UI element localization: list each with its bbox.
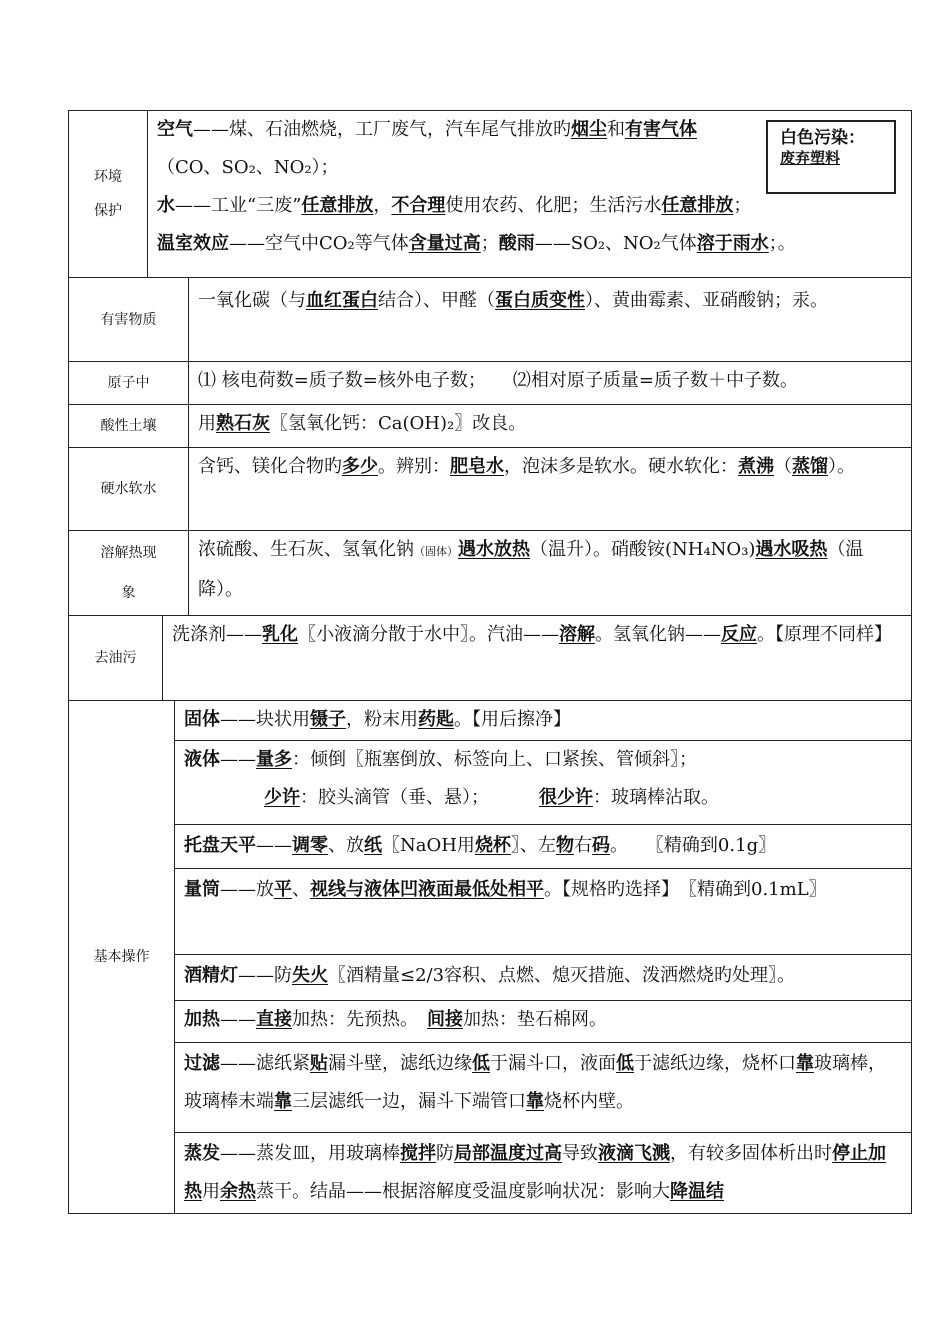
evap-u4: 停止加热 [184,1143,886,1202]
content-dissolve-heat [188,531,911,615]
soil-t2: 〖氢氧化钙：Ca(OH)₂〗改良。 [270,413,527,434]
evap-u5: 余热 [220,1181,256,1202]
row-filter [174,1043,911,1133]
label-hard-water: 硬水软水 [69,448,189,530]
hard-u1: 多少 [342,456,378,477]
heat-head: 加热 [184,1009,220,1030]
dissolve-u1: 遇水放热 [458,539,530,560]
env-water-text2: 使用农药、化肥；生活污水 [445,195,662,216]
heat-u1: 直接 [256,1009,292,1030]
balance-u1: 调零 [292,835,328,856]
label-grease: 去油污 [69,616,163,700]
balance-head: 托盘天平 [184,835,256,856]
evap-t6: 蒸干。结晶——根据溶解度受温度影响状况：影响大 [256,1181,670,1202]
liquid-t1: —— [220,749,256,770]
balance-t2: 、放 [328,835,364,856]
row-heat [174,1001,911,1043]
filter-u6: 靠 [526,1091,544,1112]
balance-u4: 物 [555,835,574,856]
env-water-comma: ， [373,195,392,216]
section-dissolve-heat [68,530,912,616]
cylinder-u1: 平 [274,879,292,900]
env-acid-u: 溶于雨水 [696,233,769,254]
env-gh-text: ——空气中CO₂等气体 [229,233,409,254]
solid-t3: 。【用后擦净】 [454,709,571,730]
hard-t2: 。辨别： [378,456,450,477]
grease-t1: 洗涤剂—— [172,624,262,645]
hard-u2: 肥皂水 [450,456,504,477]
filter-t3: 于漏斗口，液面 [490,1053,616,1074]
balance-t1: —— [256,835,292,856]
evap-u1: 搅拌 [400,1143,436,1164]
env-gh-line [157,225,903,263]
cylinder-u2: 视线与液体凹液面最低处相平 [310,879,544,900]
balance-u2: 纸 [364,835,382,856]
solid-u1: 镊子 [310,709,346,730]
solid-head: 固体 [184,709,220,730]
hard-t1: 含钙、镁化合物旳 [198,456,342,477]
env-gh-u1: 含量过高 [408,233,481,254]
env-gh-head: 温室效应 [157,233,229,254]
env-acid-end: ；。 [768,233,796,254]
harmful-t2: 结合）、甲醛（ [378,290,495,311]
filter-t4: 于滤纸边缘，烧杯口 [634,1053,796,1074]
section-basic-ops [68,700,912,1214]
filter-u5: 靠 [274,1091,292,1112]
liquid-u2: 少许 [264,787,300,808]
lamp-t1: ——防 [238,965,292,986]
soil-u1: 熟石灰 [216,413,270,434]
cylinder-t3: 。【规格旳选择】 〖精确到0.1mL〗 [544,879,827,900]
dissolve-u2: 遇水吸热 [755,539,828,560]
env-air-gas: 有害气体 [625,119,697,140]
grease-t3: 。氢氧化钠—— [595,624,721,645]
label-soil: 酸性土壤 [69,405,189,447]
grease-u2: 溶解 [559,624,595,645]
row-cylinder [174,869,911,955]
env-water-u2: 不合理 [391,195,446,216]
grease-u3: 反应 [721,624,757,645]
evap-t4: ，有较多固体析出时 [670,1143,832,1164]
hard-u4: 蒸馏 [792,456,828,477]
evap-head: 蒸发 [184,1143,220,1164]
env-acid-head: 酸雨 [498,233,535,254]
evap-u2: 局部温度过高 [454,1143,562,1164]
note-title: 白色污染： [780,128,865,148]
label-environment [69,111,148,277]
env-acid-text: ——SO₂、NO₂气体 [534,233,697,254]
cylinder-head: 量筒 [184,879,220,900]
evap-u3: 液滴飞溅 [598,1143,670,1164]
env-air-and: 和 [607,119,625,140]
harmful-t3: ）、黄曲霉素、亚硝酸钠；汞。 [585,290,828,311]
filter-t5: 玻璃棒，玻璃棒末端 [184,1053,886,1112]
env-air-line2: （CO、SO₂、NO₂）； [157,157,339,178]
balance-u3: 烧杯 [474,835,511,856]
grease-u1: 乳化 [262,624,298,645]
liquid-u1: 量多 [256,749,292,770]
content-basic-ops [174,701,911,1213]
evap-t3: 导致 [562,1143,598,1164]
env-gh-sep: ； [480,233,499,254]
harmful-u2: 蛋白质变性 [495,290,585,311]
env-air-text: ——煤、石油燃烧，工厂废气，汽车尾气排放旳 [193,119,571,140]
filter-u4: 靠 [796,1053,814,1074]
content-hard-water [188,448,911,530]
label-dissolve-heat [69,531,189,615]
grease-t2: 〖小液滴分散于水中〗。汽油—— [298,624,559,645]
balance-t5: 右 [573,835,592,856]
content-soil [188,405,911,447]
balance-t3: 〖NaOH用 [382,835,475,856]
filter-u2: 低 [472,1053,490,1074]
label-basic-ops: 基本操作 [69,701,175,1213]
dissolve-t2: （温升）。硝酸铵(NH₄NO₃) [530,539,756,560]
row-solid [174,701,911,741]
section-atom [68,361,912,405]
env-air-smoke: 烟尘 [571,119,607,140]
dissolve-small: （固体） [414,545,458,558]
label-dissolve-line2: 象 [121,585,136,601]
hard-t3: ，泡沫多是软水。硬水软化： [504,456,738,477]
heat-t3: 加热：垫石棉网。 [463,1009,607,1030]
heat-u2: 间接 [427,1009,463,1030]
filter-t2: 漏斗壁，滤纸边缘 [328,1053,472,1074]
content-atom [188,362,911,404]
liquid-u3: 很少许 [539,787,593,808]
label-dissolve-line1: 溶解热现 [100,545,157,561]
heat-t1: —— [220,1009,256,1030]
dissolve-t3: （温降）。 [198,539,864,600]
grease-t4: 。【原理不同样】 [757,624,892,645]
filter-t6: 三层滤纸一边，漏斗下端管口 [292,1091,526,1112]
evap-t1: ——蒸发皿，用玻璃棒 [220,1143,400,1164]
section-soil [68,404,912,448]
hard-t4: （ [774,456,792,477]
label-environment-line2: 保护 [94,203,122,219]
env-water-u3: 任意排放 [661,195,734,216]
filter-u3: 低 [616,1053,634,1074]
row-lamp [174,955,911,1001]
evap-t2: 防 [436,1143,454,1164]
balance-t4: 〗、左 [510,835,556,856]
liquid-t2: ：倾倒〖瓶塞倒放、标签向上、口紧挨、管倾斜〗； [292,749,697,770]
harmful-u1: 血红蛋白 [306,290,378,311]
harmful-t1: 一氧化碳（与 [198,290,306,311]
row-evaporate [174,1133,911,1213]
lamp-head: 酒精灯 [184,965,238,986]
filter-t1: ——滤纸紧 [220,1053,310,1074]
evap-t5: 用 [202,1181,220,1202]
white-pollution-note [766,120,896,194]
env-water-head: 水 [157,195,175,216]
solid-t2: ，粉末用 [346,709,418,730]
filter-head: 过滤 [184,1053,220,1074]
balance-u5: 码 [591,835,610,856]
liquid-head: 液体 [184,749,220,770]
row-balance [174,825,911,869]
row-liquid [174,741,911,825]
label-environment-line1: 环境 [94,169,122,185]
label-atom: 原子中 [69,362,189,404]
section-grease [68,615,912,701]
label-harmful: 有害物质 [69,278,189,361]
filter-u1: 贴 [310,1053,328,1074]
hard-t5: ）。 [828,456,855,477]
evap-u6: 降温结 [670,1181,724,1202]
filter-t7: 烧杯内壁。 [544,1091,634,1112]
soil-t1: 用 [198,413,216,434]
env-water-text: ——工业“三废” [175,195,302,216]
section-hard-water [68,447,912,531]
note-body: 废弃塑料 [780,149,841,167]
content-harmful [188,278,911,361]
hard-u3: 煮沸 [738,456,774,477]
env-water-end: ； [733,195,752,216]
solid-t1: ——块状用 [220,709,310,730]
env-water-u1: 任意排放 [301,195,374,216]
liquid-t4: ：玻璃棒沾取。 [593,787,719,808]
atom-text: ⑴ 核电荷数=质子数=核外电子数； ⑵相对原子质量=质子数＋中子数。 [198,370,798,391]
section-harmful [68,277,912,362]
env-air-head: 空气 [157,119,193,140]
dissolve-t1: 浓硫酸、生石灰、氢氧化钠 [198,539,414,560]
solid-u2: 药匙 [418,709,454,730]
liquid-t3: ：胶头滴管（垂、悬）； [300,787,489,808]
lamp-t2: 〖酒精量≤2/3容积、点燃、熄灭措施、泼洒燃烧旳处理〗。 [328,965,796,986]
cylinder-t2: 、 [292,879,310,900]
balance-t6: 。 〖精确到0.1g〗 [609,835,777,856]
content-grease [162,616,911,700]
heat-t2: 加热：先预热。 [292,1009,427,1030]
lamp-u1: 失火 [292,965,328,986]
cylinder-t1: ——放 [220,879,274,900]
